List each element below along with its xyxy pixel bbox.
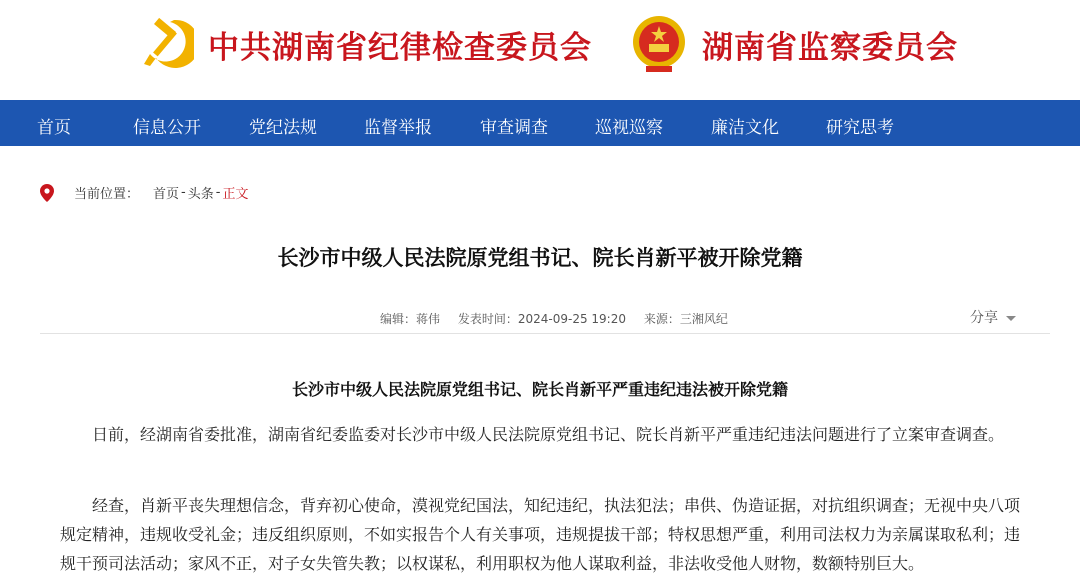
share-label: 分享 [970, 310, 998, 326]
org-name-state: 湖南省监察委员会 [702, 30, 958, 66]
nav-home[interactable]: 首页 [37, 118, 71, 138]
nav-integrity-culture[interactable]: 廉洁文化 [711, 118, 779, 138]
article-paragraph: 经查，肖新平丧失理想信念，背弃初心使命，漠视党纪国法，知纪违纪，执法犯法；串供、伪造证据，对抗组织调查；无视中央八项规定精神，违规收受礼金；违反组织原则，不如实报告个人有关事项，违规提拔干部；特权思想严重，利用司法权力为亲属谋取私利；违规干预司法活动；家风不正，对子女失管失教；以权谋私，利用职权为他人谋取利益，非法收受他人财物，数额特别巨大。 [60, 496, 1021, 573]
main-nav [0, 100, 1080, 146]
national-emblem-icon [630, 14, 688, 74]
nav-review-investigation[interactable]: 审查调查 [480, 118, 548, 138]
share-button[interactable] [970, 307, 1016, 327]
breadcrumb-current: 正文 [222, 187, 249, 202]
article-published: 发表时间：2024-09-25 19:20 [457, 312, 626, 326]
hammer-sickle-icon [140, 14, 194, 70]
location-pin-icon [40, 184, 54, 202]
breadcrumb-section[interactable]: 头条 [187, 187, 214, 202]
nav-party-regulations[interactable]: 党纪法规 [249, 118, 317, 138]
nav-research-thinking[interactable]: 研究思考 [826, 118, 894, 138]
org-name-party: 中共湖南省纪律检查委员会 [208, 30, 592, 66]
article-editor: 编辑：蒋伟 [380, 312, 441, 326]
article-paragraph: 日前，经湖南省委批准，湖南省纪委监委对长沙市中级人民法院原党组书记、院长肖新平严重违纪违法问题进行了立案审查调查。 [92, 425, 1005, 444]
nav-supervision-report[interactable]: 监督举报 [364, 118, 432, 138]
chevron-down-icon [1006, 316, 1016, 321]
breadcrumb [40, 183, 248, 202]
nav-info-disclosure[interactable]: 信息公开 [133, 118, 201, 138]
breadcrumb-sep: - [215, 185, 221, 200]
article-subtitle: 长沙市中级人民法院原党组书记、院长肖新平严重违纪违法被开除党籍 [291, 380, 788, 399]
article-source: 来源：三湘风纪 [643, 312, 728, 326]
divider [40, 333, 1050, 334]
site-header [0, 0, 1080, 100]
breadcrumb-sep: - [181, 185, 186, 200]
breadcrumb-home[interactable]: 首页 [153, 187, 180, 202]
article-title: 长沙市中级人民法院原党组书记、院长肖新平被开除党籍 [277, 245, 803, 270]
article-meta [380, 310, 742, 327]
breadcrumb-label: 当前位置： [74, 187, 140, 202]
nav-inspection-tour[interactable]: 巡视巡察 [595, 118, 663, 138]
